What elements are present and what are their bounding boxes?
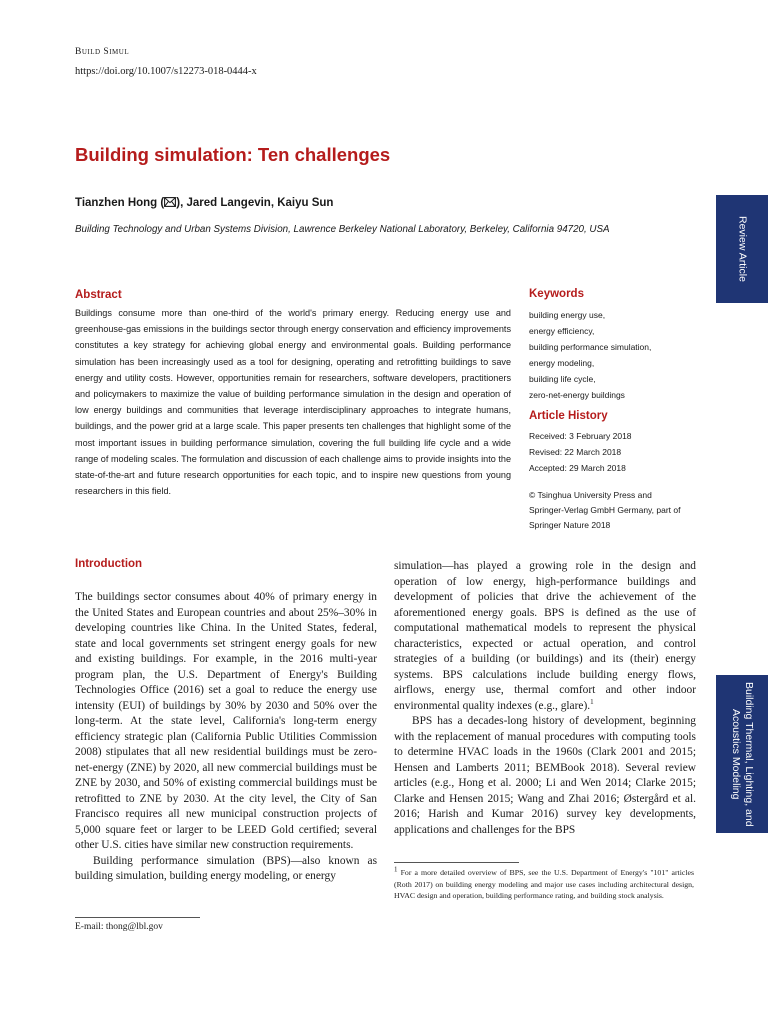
keywords-heading: Keywords (529, 288, 584, 300)
introduction-heading: Introduction (75, 558, 143, 570)
history-revised: Revised: 22 March 2018 (529, 447, 622, 457)
keywords-list (529, 307, 651, 403)
history-received: Received: 3 February 2018 (529, 431, 632, 441)
keyword-item: building performance simulation, (529, 342, 652, 352)
history-accepted: Accepted: 29 March 2018 (529, 463, 626, 473)
author-first: Tianzhen Hong (75, 197, 158, 209)
body-paragraph: The buildings sector consumes about 40% of primary energy in the United States and European countries and about 25%–30% in developing countries like China. In the United States, federal, state and local governments set stringent energy goals for new and existing buildings. For example, in the 2016 multi-year program plan, the U.S. Department of Energy's Building Technologies Office (2016) set a goal to reduce the energy use intensity (EUI) of buildings by 30% by 2030 and 50% over the long-term. At the state level, California's long-term energy efficiency strategic plan (California Public Utilities Commission 2008) stipulates that all new residential buildings must be zero-net-energy (ZNE) by 2020, all new commercial buildings must be ZNE by 2030, and 50% of existing commercial buildings must be retrofitted to ZNE by 2030. At the city level, the City of San Francisco requires all new municipal construction projects of 5,000 square feet or larger to be LEED Gold certified; several other U.S. cities have similar new construction requirements. (75, 591, 377, 851)
affiliation: Building Technology and Urban Systems Division, Lawrence Berkeley National Laboratory, Berkeley, California 94720, USA (75, 224, 610, 235)
journal-name: Build Simul (75, 47, 130, 57)
abstract-heading: Abstract (75, 289, 122, 301)
body-column-left (75, 590, 377, 885)
envelope-icon[interactable] (164, 197, 176, 209)
topic-label: Building Thermal, Lighting, and Acoustics Modeling (730, 681, 755, 827)
footnote-divider (394, 862, 519, 863)
body-paragraph: Building performance simulation (BPS)—also known as building simulation, building energy modeling, or energy (75, 854, 377, 882)
copyright-notice: © Tsinghua University Press and Springer-Verlag GmbH Germany, part of Springer Nature 2018 (529, 490, 681, 530)
author-rest: Jared Langevin, Kaiyu Sun (186, 197, 334, 209)
article-history-list (529, 428, 632, 476)
body-paragraph: BPS has a decades-long history of development, beginning with the replacement of manual procedures with computing tools to determine HVAC loads in the 1960s (Clark 2001 and 2015; Hensen and Lamberts 2011; BEMBook 2018). Several review articles (e.g., Hong et al. 2000; Li and Wen 2014; Clarke 2015; Clarke and Hensen 2015; Wang and Zhai 2016; Østergård et al. 2016; Harish and Kumar 2016) survey key developments, applications and challenges for the BPS (394, 715, 696, 836)
article-type-tab (716, 195, 768, 303)
keyword-item: energy modeling, (529, 358, 595, 368)
topic-tab (716, 675, 768, 833)
contact-email[interactable]: E-mail: thong@lbl.gov (75, 922, 163, 932)
article-title: Building simulation: Ten challenges (75, 144, 391, 165)
footnote-number: 1 (394, 865, 398, 874)
email-divider (75, 917, 200, 918)
footnote-text: For a more detailed overview of BPS, see the U.S. Department of Energy's "101" articles (Roth 2017) on building energy modeling and major use cases including architectural design, HVAC design and operation, building performance rating, and building stock analysis. (394, 868, 694, 901)
doi-link[interactable]: https://doi.org/10.1007/s12273-018-0444-x (75, 66, 257, 77)
keyword-item: building energy use, (529, 310, 606, 320)
article-type-label: Review Article (736, 216, 749, 282)
footnote-mark[interactable]: 1 (590, 697, 594, 706)
keyword-item: building life cycle, (529, 374, 596, 384)
article-history-heading: Article History (529, 410, 608, 422)
abstract-text: Buildings consume more than one-third of the world's primary energy. Reducing energy use and greenhouse-gas emissions in the buildings sector through energy conservation and efficiency improvements constitutes a key strategy for achieving global energy and environmental goals. Building performance simulation has been increasingly used as a tool for designing, operating and retrofitting buildings to save energy and utility costs. However, opportunities remain for researchers, software developers, practitioners and policymakers to maximize the value of building performance simulation in the design and operation of low energy buildings and communities that leverage interdisciplinary approaches to integrate humans, buildings, and the power grid at a large scale. This paper presents ten challenges that highlight some of the most important issues in building performance simulation, covering the full building life cycle and a wide range of modeling scales. The formulation and discussion of each challenge aims to provide insights into the state-of-the-art and future research opportunities for each topic, and to inspire new questions from young researchers in this field. (75, 308, 511, 497)
body-paragraph: simulation—has played a growing role in the design and operation of low energy, high-performance buildings and development of policies that drive the achievement of the aforementioned energy goals. BPS is defined as the use of computational mathematical models to represent the physical characteristics, expected or actual operation, and control strategies of a building (or buildings) and its (their) energy systems. BPS calculations include building energy flows, airflows, energy use, thermal comfort and other indoor environmental quality indexes (e.g., glare). (394, 560, 696, 712)
body-paragraph-wrap (394, 559, 696, 714)
author-list: Tianzhen Hong ( ), Jared Langevin, Kaiyu Sun (75, 197, 334, 209)
body-column-right (394, 559, 696, 838)
footnote (394, 867, 694, 902)
keyword-item: zero-net-energy buildings (529, 390, 625, 400)
keyword-item: energy efficiency, (529, 326, 595, 336)
